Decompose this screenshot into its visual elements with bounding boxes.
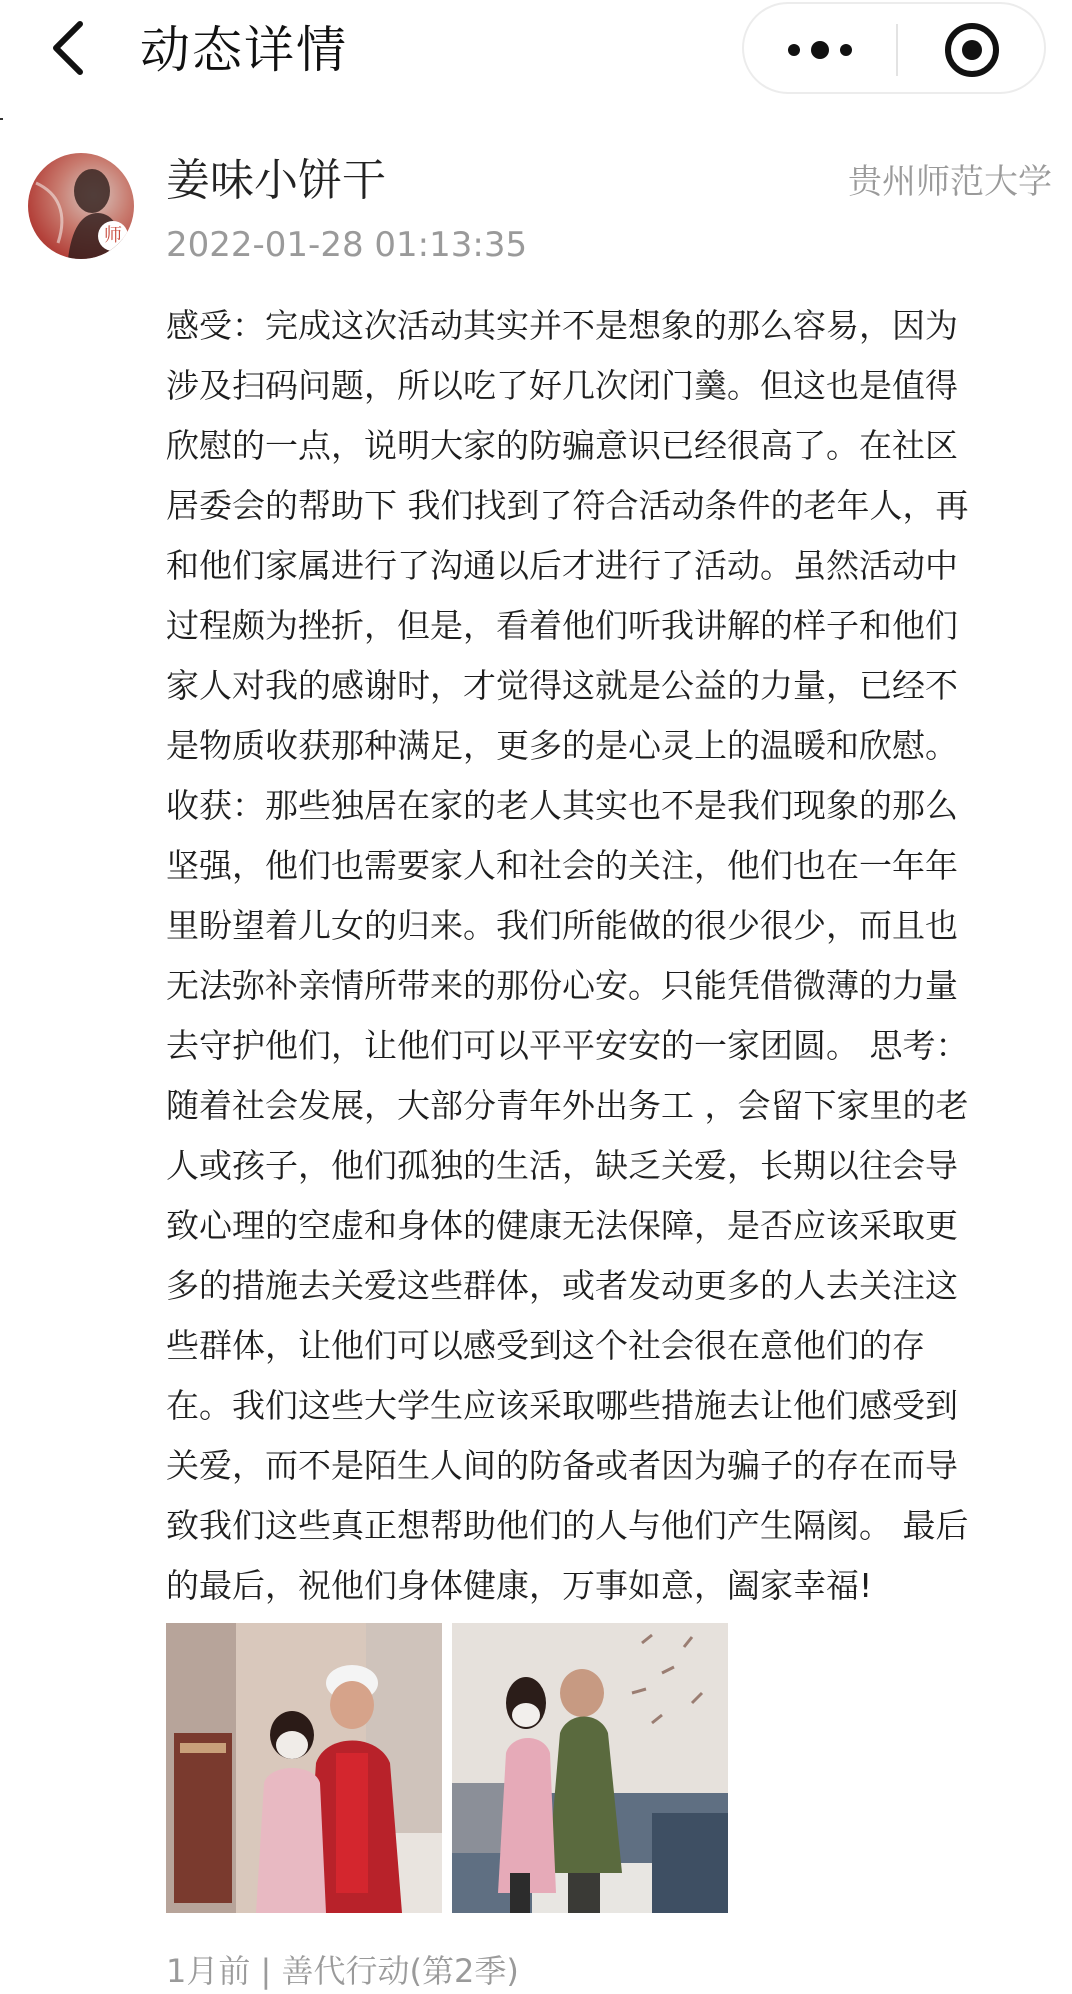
content-line: 是物质收获那种满足，更多的是心灵上的温暖和欣慰。 bbox=[166, 726, 958, 765]
avatar-badge: 师 bbox=[98, 221, 128, 251]
content-line: 无法弥补亲情所带来的那份心安。只能凭借微薄的力量 bbox=[166, 966, 958, 1005]
content-line: 家人对我的感谢时，才觉得这就是公益的力量，已经不 bbox=[166, 666, 958, 705]
chevron-left-icon bbox=[44, 16, 96, 80]
post-time: 2022-01-28 01:13:35 bbox=[166, 225, 528, 265]
content-line: 坚强，他们也需要家人和社会的关注，他们也在一年年 bbox=[166, 846, 958, 885]
school-name[interactable]: 贵州师范大学 bbox=[848, 162, 1052, 202]
post-content bbox=[166, 296, 1046, 1616]
content-line: 欣慰的一点，说明大家的防骗意识已经很高了。在社区 bbox=[166, 426, 958, 465]
content-line: 的最后，祝他们身体健康，万事如意，阖家幸福! bbox=[166, 1566, 873, 1605]
page-title: 动态详情 bbox=[140, 21, 348, 79]
content-line: 去守护他们，让他们可以平平安安的一家团圆。 思考： bbox=[166, 1026, 969, 1065]
content-line: 涉及扫码问题，所以吃了好几次闭门羹。但这也是值得 bbox=[166, 366, 958, 405]
content-line: 人或孩子，他们孤独的生活，缺乏关爱，长期以往会导 bbox=[166, 1146, 958, 1185]
photo-image bbox=[452, 1623, 728, 1913]
target-icon bbox=[898, 4, 1046, 92]
content-line: 些群体，让他们可以感受到这个社会很在意他们的存 bbox=[166, 1326, 925, 1365]
content-line: 和他们家属进行了沟通以后才进行了活动。虽然活动中 bbox=[166, 546, 958, 585]
post-meta[interactable]: 1月前 | 善代行动(第2季) bbox=[166, 1952, 519, 1990]
mini-program-capsule bbox=[742, 2, 1046, 94]
back-button[interactable] bbox=[44, 16, 96, 80]
edge-mark bbox=[0, 118, 3, 120]
more-dots-icon bbox=[744, 4, 894, 92]
content-line: 致我们这些真正想帮助他们的人与他们产生隔阂。 最后 bbox=[166, 1506, 969, 1545]
post-photo-1[interactable] bbox=[166, 1623, 442, 1913]
photo-image bbox=[166, 1623, 442, 1913]
content-line: 致心理的空虚和身体的健康无法保障，是否应该采取更 bbox=[166, 1206, 958, 1245]
content-line: 收获：那些独居在家的老人其实也不是我们现象的那么 bbox=[166, 786, 958, 825]
content-line: 随着社会发展，大部分青年外出务工 ，会留下家里的老 bbox=[166, 1086, 969, 1125]
close-button[interactable] bbox=[898, 4, 1046, 92]
post-photo-2[interactable] bbox=[452, 1623, 728, 1913]
content-line: 关爱，而不是陌生人间的防备或者因为骗子的存在而导 bbox=[166, 1446, 958, 1485]
content-line: 居委会的帮助下 我们找到了符合活动条件的老年人，再 bbox=[166, 486, 969, 525]
content-line: 在。我们这些大学生应该采取哪些措施去让他们感受到 bbox=[166, 1386, 958, 1425]
top-bar bbox=[0, 0, 1072, 100]
content-line: 多的措施去关爱这些群体，或者发动更多的人去关注这 bbox=[166, 1266, 958, 1305]
content-line: 感受：完成这次活动其实并不是想象的那么容易，因为 bbox=[166, 306, 958, 345]
content-line: 里盼望着儿女的归来。我们所能做的很少很少，而且也 bbox=[166, 906, 958, 945]
content-line: 过程颇为挫折，但是，看着他们听我讲解的样子和他们 bbox=[166, 606, 958, 645]
more-button[interactable] bbox=[744, 4, 894, 92]
user-name[interactable]: 姜味小饼干 bbox=[166, 155, 386, 206]
avatar[interactable] bbox=[28, 153, 134, 259]
